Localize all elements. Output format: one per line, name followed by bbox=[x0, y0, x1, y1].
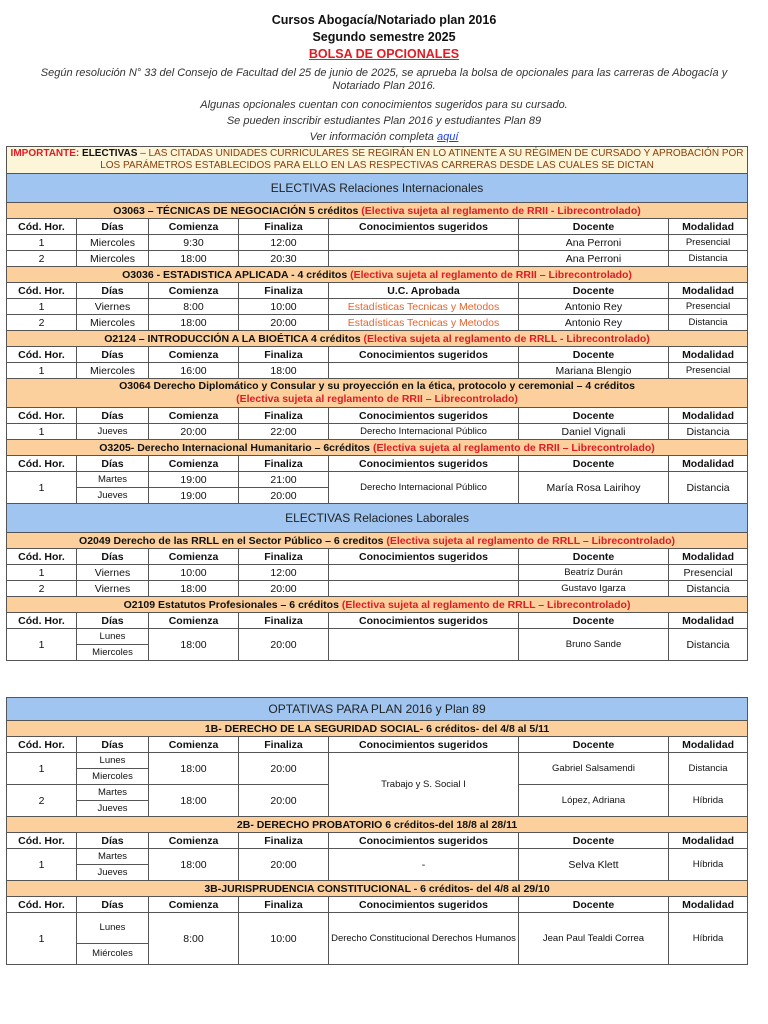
title-line-1: Cursos Abogacía/Notariado plan 2016 bbox=[271, 13, 497, 27]
course-title: O2049 Derecho de las RRLL en el Sector Público – 6 creditos (Electiva sujeta al reglamento de RRLL – Librecontrolado) bbox=[7, 533, 748, 549]
title-line-2: Segundo semestre 2025 bbox=[312, 30, 456, 44]
course-title: O3063 – TÉCNICAS DE NEGOCIACIÓN 5 créditos (Electiva sujeta al reglamento de RRII - Librecontrolado) bbox=[7, 203, 748, 219]
table-row: Jueves bbox=[7, 865, 748, 881]
section-rl: ELECTIVAS Relaciones Laborales bbox=[7, 504, 748, 533]
course-title: 1B- DERECHO DE LA SEGURIDAD SOCIAL- 6 créditos- del 4/8 al 5/11 bbox=[7, 721, 748, 737]
document-header bbox=[0, 0, 768, 144]
title-line-3: BOLSA DE OPCIONALES bbox=[308, 47, 460, 61]
more-info-link[interactable]: aquí bbox=[436, 131, 459, 143]
more-info bbox=[0, 131, 768, 144]
header-row: Cód. Hor. Días Comienza Finaliza Conocimientos sugeridos Docente Modalidad bbox=[7, 408, 748, 424]
header-row: Cód. Hor. Días Comienza Finaliza Conocimientos sugeridos Docente Modalidad bbox=[7, 219, 748, 235]
important-keyword: ELECTIVAS bbox=[82, 148, 138, 159]
header-row: Cód. Hor. Días Comienza Finaliza Conocimientos sugeridos Docente Modalidad bbox=[7, 613, 748, 629]
table-row: 1 Lunes 8:00 10:00 Derecho Constitucional Derechos Humanos Jean Paul Tealdi Correa Híbrida bbox=[7, 913, 748, 944]
course-title: O3036 - ESTADISTICA APLICADA - 4 créditos (Electiva sujeta al reglamento de RRII – Librecontrolado) bbox=[7, 267, 748, 283]
important-label: IMPORTANTE: bbox=[10, 148, 80, 159]
header-row: Cód. Hor. Días Comienza Finaliza Conocimientos sugeridos Docente Modalidad bbox=[7, 456, 748, 472]
table-row: 2 Martes 18:00 20:00 López, Adriana Híbrida bbox=[7, 785, 748, 801]
section-ri: ELECTIVAS Relaciones Internacionales bbox=[7, 174, 748, 203]
important-text: – LAS CITADAS UNIDADES CURRICULARES SE REGIRÁN EN LO ATINENTE A SU RÉGIMEN DE CURSADO Y APROBACIÓN POR LOS PARÁMETROS ESTABLECIDOS PARA ELLO EN LAS RESPECTIVAS CARRERAS DESDE LAS CUALES SE DICTAN bbox=[100, 148, 744, 171]
course-title: O3205- Derecho Internacional Humanitario – 6créditos (Electiva sujeta al reglamento de RRII – Librecontrolado) bbox=[7, 440, 748, 456]
important-notice bbox=[7, 147, 748, 174]
header-row: Cód. Hor. Días Comienza Finaliza U.C. Aprobada Docente Modalidad bbox=[7, 283, 748, 299]
table-row: Jueves 19:00 20:00 bbox=[7, 488, 748, 504]
header-row: Cód. Hor. Días Comienza Finaliza Conocimientos sugeridos Docente Modalidad bbox=[7, 347, 748, 363]
course-title: O3064 Derecho Diplomático y Consular y su proyección en la ética, protocolo y ceremonial – 4 créditos (Electiva sujeta al reglamento de RRII – Librecontrolado) bbox=[7, 379, 748, 408]
table-row: Miercoles bbox=[7, 645, 748, 661]
course-title: O2109 Estatutos Profesionales – 6 créditos (Electiva sujeta al reglamento de RRLL – Librecontrolado) bbox=[7, 597, 748, 613]
electivas-table bbox=[6, 146, 748, 661]
table-row: Miercoles bbox=[7, 769, 748, 785]
header-row: Cód. Hor. Días Comienza Finaliza Conocimientos sugeridos Docente Modalidad bbox=[7, 737, 748, 753]
table-row: 2 Viernes 18:00 20:00 Gustavo Igarza Distancia bbox=[7, 581, 748, 597]
table-row: 1 Lunes 18:00 20:00 Trabajo y S. Social I Gabriel Salsamendi Distancia bbox=[7, 753, 748, 769]
table-row: 2 Miercoles 18:00 20:00 Estadísticas Tecnicas y Metodos Antonio Rey Distancia bbox=[7, 315, 748, 331]
resolution-text: Según resolución N° 33 del Consejo de Facultad del 25 de junio de 2025, se aprueba la bolsa de opcionales para las carreras de Abogacía y Notariado Plan 2016. bbox=[40, 67, 728, 92]
optativas-table bbox=[6, 697, 748, 965]
table-row: 2 Miercoles 18:00 20:30 Ana Perroni Distancia bbox=[7, 251, 748, 267]
course-title: 3B-JURISPRUDENCIA CONSTITUCIONAL - 6 créditos- del 4/8 al 29/10 bbox=[7, 881, 748, 897]
course-title: O2124 – INTRODUCCIÓN A LA BIOÉTICA 4 créditos (Electiva sujeta al reglamento de RRLL - Librecontrolado) bbox=[7, 331, 748, 347]
table-row: 1 Martes 18:00 20:00 - Selva Klett Híbrida bbox=[7, 849, 748, 865]
section-optativas: OPTATIVAS PARA PLAN 2016 y Plan 89 bbox=[7, 698, 748, 721]
table-row: Miércoles bbox=[7, 944, 748, 965]
table-row: 1 Martes 19:00 21:00 Derecho Internacional Público María Rosa Lairihoy Distancia bbox=[7, 472, 748, 488]
table-row: 1 Miercoles 9:30 12:00 Ana Perroni Presencial bbox=[7, 235, 748, 251]
more-info-text: Ver información completa bbox=[309, 131, 434, 143]
table-row: 1 Viernes 10:00 12:00 Beatríz Durán Presencial bbox=[7, 565, 748, 581]
table-row: Jueves bbox=[7, 801, 748, 817]
table-row: 1 Viernes 8:00 10:00 Estadísticas Tecnicas y Metodos Antonio Rey Presencial bbox=[7, 299, 748, 315]
table-row: 1 Jueves 20:00 22:00 Derecho Internacional Público Daniel Vignali Distancia bbox=[7, 424, 748, 440]
header-row: Cód. Hor. Días Comienza Finaliza Conocimientos sugeridos Docente Modalidad bbox=[7, 833, 748, 849]
header-row: Cód. Hor. Días Comienza Finaliza Conocimientos sugeridos Docente Modalidad bbox=[7, 549, 748, 565]
note-2: Se pueden inscribir estudiantes Plan 2016 y estudiantes Plan 89 bbox=[226, 115, 542, 127]
note-1: Algunas opcionales cuentan con conocimientos sugeridos para su cursado. bbox=[200, 99, 568, 111]
course-title: 2B- DERECHO PROBATORIO 6 créditos-del 18/8 al 28/11 bbox=[7, 817, 748, 833]
table-row: 1 Miercoles 16:00 18:00 Mariana Blengio Presencial bbox=[7, 363, 748, 379]
header-row: Cód. Hor. Días Comienza Finaliza Conocimientos sugeridos Docente Modalidad bbox=[7, 897, 748, 913]
table-row: 1 Lunes 18:00 20:00 Bruno Sande Distancia bbox=[7, 629, 748, 645]
